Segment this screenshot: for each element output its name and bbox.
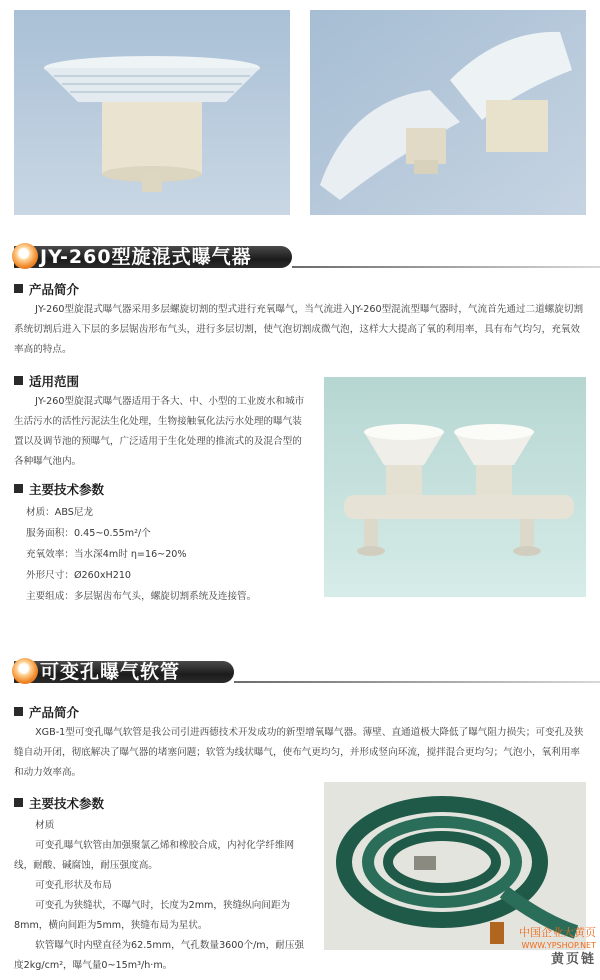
section1-banner — [0, 240, 600, 270]
param-text: 可变孔为狭缝状，不曝气时，长度为2mm，狭缝纵向间距为8mm，横向间距为5mm，狭缝布局为星状。 — [14, 900, 291, 931]
watermark-url: WWW.YPSHOP.NET — [521, 941, 596, 950]
aerator-photo-right — [310, 10, 586, 215]
section2-intro-heading: 产品简介 — [14, 705, 79, 721]
section1-intro-heading: 产品简介 — [14, 282, 79, 298]
param-item: 主要组成：多层锯齿布气头，螺旋切割系统及连接管。 — [26, 591, 257, 602]
section2-banner — [0, 655, 600, 685]
square-bullet-icon — [14, 284, 23, 293]
param-item: 服务面积：0.45~0.55m²/个 — [26, 528, 151, 539]
section2-params-heading: 主要技术参数 — [14, 796, 104, 812]
square-bullet-icon — [14, 484, 23, 493]
param-item: 充氧效率：当水深4m时 η=16~20% — [26, 549, 187, 560]
param-item: 材质：ABS尼龙 — [26, 507, 94, 518]
section1-scope-text: JY-260型旋混式曝气器适用于各大、中、小型的工业废水和城市生活污水的活性污泥法生化处理，生物接触氧化法污水处理的曝气装置以及调节池的预曝气，广泛适用于生化处理的推流式的及混合型的各种曝气池内。 — [14, 396, 305, 467]
section1-params-list — [26, 502, 316, 607]
square-bullet-icon — [14, 798, 23, 807]
param-text: 可变孔曝气软管由加强聚氯乙烯和橡胶合成，内衬化学纤维网线，耐酸、碱腐蚀，耐压强度高。 — [14, 840, 295, 871]
aerator-pipe-photo — [324, 377, 586, 597]
hose-photo — [324, 782, 586, 950]
square-bullet-icon — [14, 707, 23, 716]
section2-title: 可变孔曝气软管 — [40, 661, 181, 683]
param-subheading: 可变孔形状及布局 — [35, 880, 112, 891]
aerator-photo-left — [14, 10, 290, 215]
square-bullet-icon — [14, 376, 23, 385]
watermark-brand: 黄页链 — [550, 952, 596, 967]
param-item: 外形尺寸：Ø260xH210 — [26, 570, 132, 581]
section2-intro-text: XGB-1型可变孔曝气软管是我公司引进西德技术开发成功的新型增氧曝气器。薄壁、直通道极大降低了曝气阻力损失；可变孔及狭缝自动开闭，彻底解决了曝气器的堵塞问题；软管为线状曝气，使布气更均匀，并形成竖向环流，搅拌混合更均匀；气泡小，氧利用率和动力效率高。 — [14, 727, 584, 778]
section1-params-heading: 主要技术参数 — [14, 482, 104, 498]
param-subheading: 材质 — [35, 820, 55, 831]
section1-scope-heading: 适用范围 — [14, 374, 79, 390]
section1-intro-text: JY-260型旋混式曝气器采用多层螺旋切割的型式进行充氧曝气，当气流进入JY-260型混流型曝气器时，气流首先通过二道螺旋切割系统切割后进入下层的多层锯齿形布气头，进行多层切割，使气泡切割成微气泡，这样大大提高了氧的利用率，具有布气均匀，充氧效率高的特点。 — [14, 304, 584, 355]
param-text: 软管曝气时内壁直径为62.5mm，气孔数量3600个/m，耐压强度2kg/cm²，曝气量0~15m³/h·m。 — [14, 940, 305, 971]
section2-params-block — [14, 816, 310, 976]
orange-orb-icon — [12, 658, 38, 684]
section1-title: JY-260型旋混式曝气器 — [40, 246, 252, 268]
watermark-cn: 中国企业大黄页 — [519, 926, 596, 939]
orange-orb-icon — [12, 243, 38, 269]
